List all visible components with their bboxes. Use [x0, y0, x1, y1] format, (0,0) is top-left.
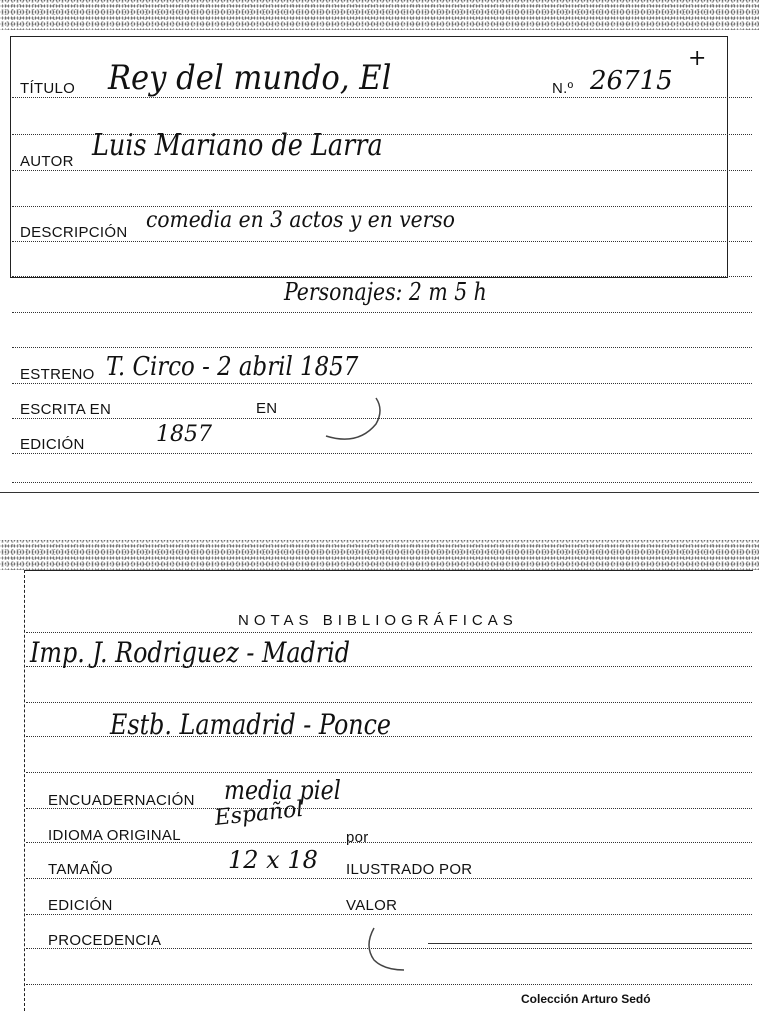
estreno-label: ESTRENO	[20, 366, 95, 383]
procedencia-label: PROCEDENCIA	[48, 932, 162, 949]
idioma-label: IDIOMA ORIGINAL	[48, 827, 181, 844]
autor-label: AUTOR	[20, 153, 74, 170]
tamano-label: TAMAÑO	[48, 861, 113, 878]
coleccion-footer: Colección Arturo Sedó	[521, 992, 651, 1006]
rule-b9	[26, 914, 752, 915]
numero-label: N.º	[552, 80, 574, 97]
scan-noise-top	[0, 0, 759, 30]
rule-b5	[26, 772, 752, 773]
personajes-value: Personajes: 2 m 5 h	[284, 278, 487, 306]
rule-b1	[26, 632, 752, 633]
stamp-arc-back	[360, 924, 420, 974]
ilustrado-label: ILUSTRADO POR	[346, 861, 473, 878]
titulo-label: TÍTULO	[20, 80, 76, 97]
tamano-value: 12 x 18	[228, 846, 318, 874]
rule-2	[12, 206, 752, 207]
edicion-value: 1857	[156, 422, 212, 447]
estreno-value: T. Circo - 2 abril 1857	[106, 352, 359, 382]
rule-autor	[12, 170, 752, 171]
rule-descripcion	[12, 241, 752, 242]
nota-1: Imp. J. Rodriguez - Madrid	[30, 636, 351, 669]
autor-value: Luis Mariano de Larra	[92, 128, 383, 163]
rule-b3	[26, 702, 752, 703]
catalog-card-front	[0, 0, 759, 492]
encuadernacion-value: media piel	[224, 776, 341, 806]
en-label: EN	[256, 400, 278, 417]
encuadernacion-label: ENCUADERNACIÓN	[48, 792, 195, 809]
numero-mark: +	[688, 46, 707, 71]
notas-heading: NOTAS BIBLIOGRÁFICAS	[238, 612, 518, 629]
por-label: por	[346, 829, 369, 846]
rule-estreno	[12, 383, 752, 384]
idioma-value: Español	[213, 796, 305, 831]
nota-2: Estb. Lamadrid - Ponce	[110, 708, 392, 741]
edicion-label-back: EDICIÓN	[48, 897, 113, 914]
rule-edicion	[12, 453, 752, 454]
rule-b8	[26, 878, 752, 879]
titulo-value: Rey del mundo, El	[108, 58, 392, 98]
rule-4	[12, 312, 752, 313]
rule-b11	[26, 984, 752, 985]
catalog-card-back	[0, 540, 759, 1028]
rule-3	[12, 276, 752, 277]
stamp-arc	[318, 390, 388, 450]
rule-bottom	[12, 482, 752, 483]
descripcion-value: comedia en 3 actos y en verso	[146, 208, 455, 233]
valor-label: VALOR	[346, 897, 398, 914]
escrita-en-label: ESCRITA EN	[20, 401, 112, 418]
rule-5	[12, 347, 752, 348]
numero-value: 26715	[590, 66, 673, 96]
procedencia-line	[428, 943, 752, 944]
scan-noise-top-back	[0, 540, 759, 570]
card-separator	[0, 492, 759, 493]
descripcion-label: DESCRIPCIÓN	[20, 224, 128, 241]
edicion-label: EDICIÓN	[20, 436, 85, 453]
